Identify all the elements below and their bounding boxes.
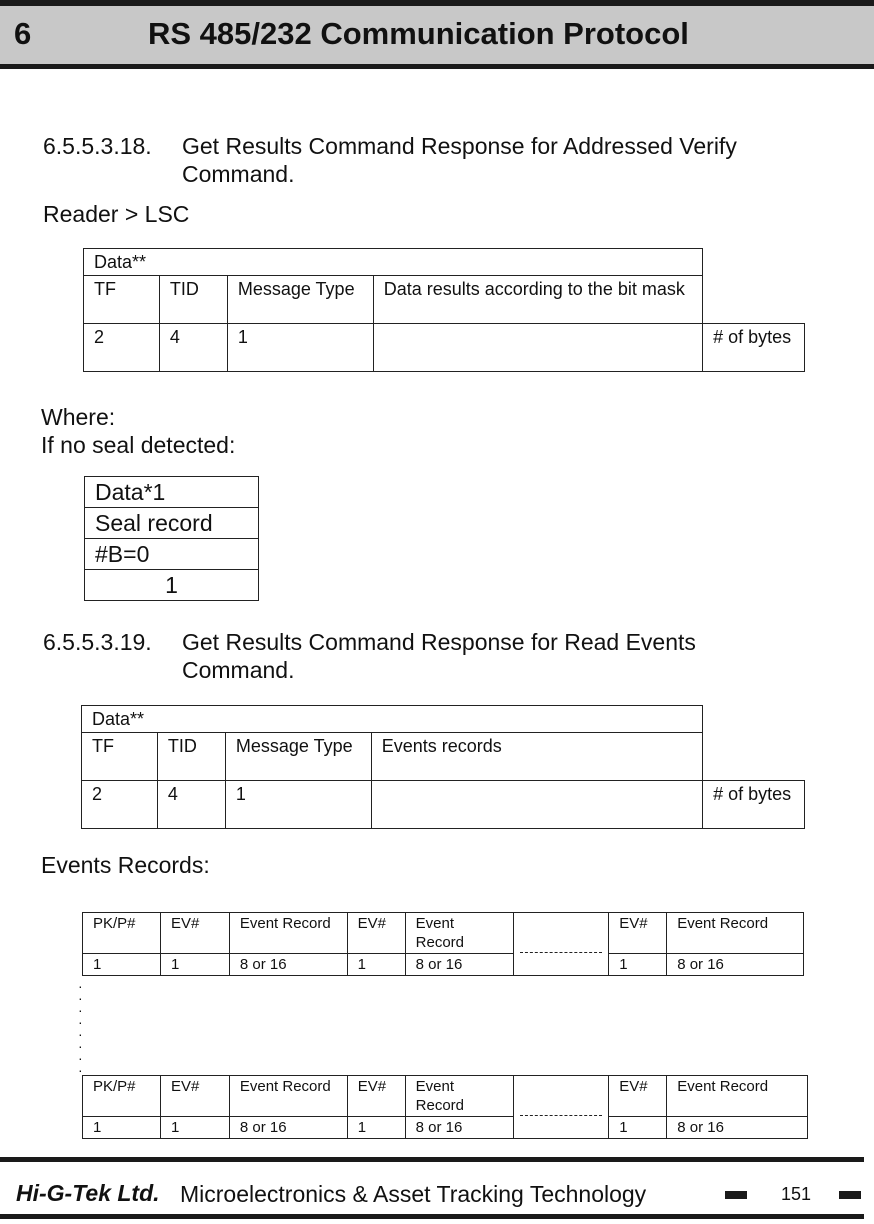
ev-header: EV# — [160, 1076, 229, 1117]
direction-label: Reader > LSC — [43, 201, 190, 227]
col-header: Message Type — [227, 276, 373, 324]
col-header: Message Type — [225, 733, 371, 781]
ev-header: EV# — [160, 913, 229, 954]
ev-value: 8 or 16 — [667, 1117, 808, 1139]
section-number: 6.5.5.3.19. — [43, 629, 152, 655]
cell-value: 4 — [159, 324, 227, 372]
events-table-first — [82, 912, 804, 976]
header-bottom-rule — [0, 64, 874, 69]
events-table-last — [82, 1075, 808, 1139]
ev-header: EV# — [347, 1076, 405, 1117]
ev-header: EV# — [609, 913, 667, 954]
col-header: Events records — [371, 733, 702, 781]
col-header: Data results according to the bit mask — [373, 276, 702, 324]
seal-row: #B=0 — [85, 539, 259, 570]
cell-value — [371, 781, 702, 829]
col-header: TF — [84, 276, 160, 324]
ev-value: 1 — [609, 1117, 667, 1139]
ev-header: PK/P# — [83, 913, 161, 954]
col-header: TID — [157, 733, 225, 781]
ev-value: 1 — [83, 954, 161, 976]
section-title-line2: Command. — [182, 161, 295, 187]
response-table-verify — [83, 248, 805, 372]
ev-header: EV# — [347, 913, 405, 954]
cell-value: 4 — [157, 781, 225, 829]
seal-row: Seal record — [85, 508, 259, 539]
cell-value-bytes: # of bytes — [703, 324, 805, 372]
footer-tagline: Microelectronics & Asset Tracking Technology — [180, 1181, 647, 1207]
col-header: TF — [82, 733, 158, 781]
ellipsis-column — [513, 1076, 609, 1139]
footer-marker-right — [839, 1191, 861, 1199]
ev-header: Event Record — [405, 1076, 513, 1117]
seal-row: Data*1 — [85, 477, 259, 508]
ev-value: 1 — [347, 954, 405, 976]
vertical-ellipsis: · · · · · · · · — [78, 978, 83, 1078]
ev-value: 8 or 16 — [229, 1117, 347, 1139]
ev-value: 8 or 16 — [667, 954, 804, 976]
no-seal-label: If no seal detected: — [41, 432, 236, 458]
response-table-events — [81, 705, 805, 829]
footer-bottom-rule — [0, 1214, 864, 1219]
section-title-line2: Command. — [182, 657, 295, 683]
seal-table — [84, 476, 259, 601]
footer-marker-left — [725, 1191, 747, 1199]
cell-value: 2 — [84, 324, 160, 372]
ev-value: 8 or 16 — [229, 954, 347, 976]
ellipsis-column — [513, 913, 609, 976]
ev-header: Event Record — [229, 913, 347, 954]
page-title: RS 485/232 Communication Protocol — [148, 16, 689, 51]
section-number: 6.5.5.3.18. — [43, 133, 152, 159]
ev-value: 1 — [609, 954, 667, 976]
ev-header: PK/P# — [83, 1076, 161, 1117]
cell-value — [373, 324, 702, 372]
data-group-header: Data** — [84, 249, 703, 276]
ev-value: 8 or 16 — [405, 1117, 513, 1139]
cell-value-bytes: # of bytes — [703, 781, 805, 829]
ev-header: EV# — [609, 1076, 667, 1117]
footer-company: Hi-G-Tek Ltd. — [16, 1180, 160, 1206]
cell-value: 1 — [227, 324, 373, 372]
ev-header: Event Record — [229, 1076, 347, 1117]
cell-value: 2 — [82, 781, 158, 829]
seal-row: 1 — [85, 570, 259, 601]
ev-header: Event Record — [405, 913, 513, 954]
data-group-header: Data** — [82, 706, 703, 733]
ev-header: Event Record — [667, 1076, 808, 1117]
ev-value: 1 — [347, 1117, 405, 1139]
footer-top-rule — [0, 1157, 864, 1162]
section-title-line1: Get Results Command Response for Read Events — [182, 629, 696, 655]
ev-value: 1 — [160, 1117, 229, 1139]
cell-value: 1 — [225, 781, 371, 829]
events-records-label: Events Records: — [41, 852, 210, 878]
where-label: Where: — [41, 404, 116, 430]
section-title-line1: Get Results Command Response for Addressed Verify — [182, 133, 737, 159]
page-number: 151 — [781, 1184, 812, 1204]
ev-value: 1 — [160, 954, 229, 976]
ev-header: Event Record — [667, 913, 804, 954]
chapter-number: 6 — [14, 16, 32, 51]
ev-value: 8 or 16 — [405, 954, 513, 976]
col-header: TID — [159, 276, 227, 324]
ev-value: 1 — [83, 1117, 161, 1139]
